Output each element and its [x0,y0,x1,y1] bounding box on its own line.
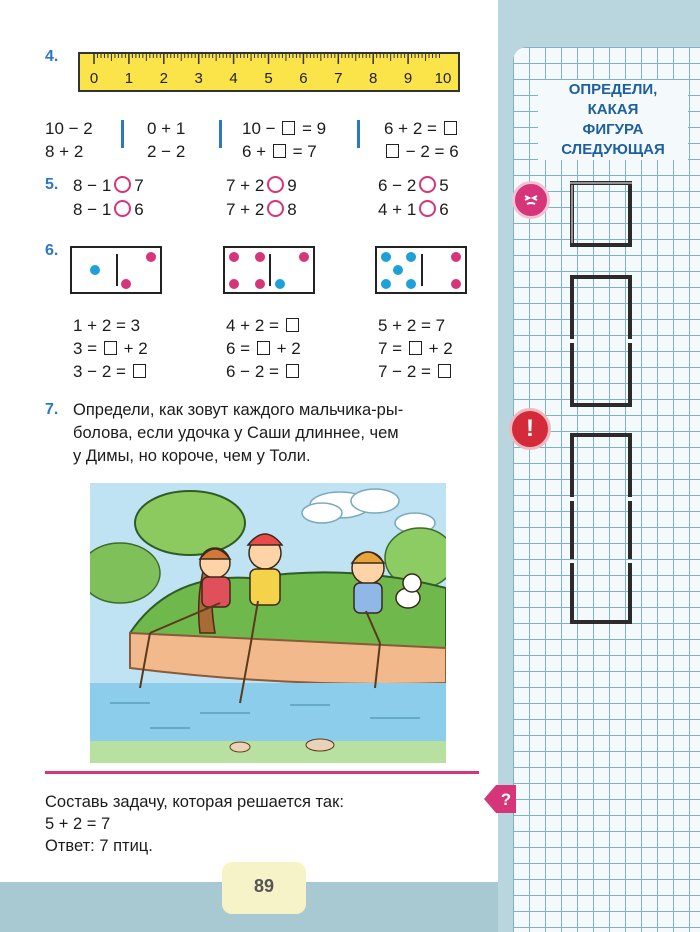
ruler-label: 6 [299,70,308,87]
comparison: 6 − 2 5 [378,176,449,195]
expression: 7 = + 2 [378,339,453,358]
sidebar-title-line: КАКАЯ [587,101,639,118]
expression: 6 − 2 = [226,360,301,383]
ruler-label: 7 [334,70,343,87]
dot [406,279,416,289]
bottom-task [45,791,344,857]
compare-circle[interactable] [267,176,284,193]
dot [90,265,100,275]
ruler-label: 3 [194,70,203,87]
thinking-face-icon [512,181,550,219]
separator [219,120,222,148]
comparison: 4 + 1 6 [378,200,449,219]
dot [451,279,461,289]
blank-box[interactable] [438,364,451,378]
dot [406,252,416,262]
blank-box[interactable] [286,318,299,332]
compare-circle[interactable] [114,176,131,193]
compare-circle[interactable] [267,200,284,217]
expression: 1 + 2 = 3 [73,316,141,335]
blank-box[interactable] [409,341,422,355]
sidebar-title [538,80,688,160]
sidebar-title-line: СЛЕДУЮЩАЯ [561,141,665,158]
task-6-number: 6. [45,242,59,259]
task6-col1 [73,314,148,383]
task4-col4 [384,117,459,163]
blank-box[interactable] [286,364,299,378]
expression: 2 − 2 [147,142,186,161]
blank-box[interactable] [386,144,399,158]
task4-col1 [45,117,93,163]
compare-circle[interactable] [419,200,436,217]
task5-col3 [378,174,449,222]
sidebar-title-line: ФИГУРА [582,121,644,138]
fishing-boys-illustration [90,483,446,763]
expression: − 2 = 6 [384,140,459,163]
ruler-label: 9 [403,70,413,87]
compare-circle[interactable] [114,200,131,217]
expression: 4 + 2 = [226,314,301,337]
dot [451,252,461,262]
task-4-number: 4. [45,48,59,65]
task-7-number: 7. [45,401,59,418]
expression: 6 + = 7 [242,142,317,161]
expression: 6 + 2 = [384,117,459,140]
dot [393,265,403,275]
ruler-label: 4 [229,70,238,87]
text-line: Определи, как зовут каждого мальчика-ры- [73,401,404,419]
task6-col3 [378,314,453,383]
section-divider [45,771,479,774]
expression: 6 = + 2 [226,339,301,358]
comparison: 7 + 2 9 [226,176,297,195]
dot [121,279,131,289]
comparison: 7 + 2 8 [226,200,297,219]
separator [121,120,124,148]
expression: 7 − 2 = [378,360,453,383]
ruler-label: 2 [159,70,168,87]
blank-box[interactable] [444,121,457,135]
expression: 10 − = 9 [242,119,327,138]
blank-box[interactable] [104,341,117,355]
ruler-label: 1 [124,70,134,87]
text-line: Ответ: 7 птиц. [45,837,153,855]
task7-text [73,399,403,468]
task5-col2 [226,174,297,222]
blank-box[interactable] [133,364,146,378]
ruler-label: 5 [264,70,273,87]
dot [381,252,391,262]
task5-col1 [73,174,144,222]
blank-box[interactable] [282,121,295,135]
task6-col2 [226,314,301,383]
dot [146,252,156,262]
text-line: Составь задачу, которая решается так: [45,793,344,811]
text-line: болова, если удочка у Саши длиннее, чем [73,424,399,442]
dot [255,252,265,262]
text-line: у Димы, но короче, чем у Толи. [73,447,311,465]
expression: 0 + 1 [147,119,186,138]
svg-text:?: ? [500,790,512,809]
domino-card [375,246,467,294]
dot [229,279,239,289]
expression: 3 = + 2 [73,339,148,358]
expression: 10 − 2 [45,119,93,138]
domino-card [223,246,315,294]
blank-box[interactable] [273,144,286,158]
compare-circle[interactable] [419,176,436,193]
domino-card [70,246,162,294]
blank-box[interactable] [257,341,270,355]
dot [229,252,239,262]
ruler-label: 0 [89,70,99,87]
ruler-label: 8 [369,70,378,87]
expression: 8 + 2 [45,142,84,161]
comparison: 8 − 1 6 [73,200,144,219]
dot [299,252,309,262]
ruler-ticks [78,52,460,92]
dot [381,279,391,289]
dot [255,279,265,289]
dot [275,279,285,289]
expression: 3 − 2 = [73,360,148,383]
comparison: 8 − 1 7 [73,176,144,195]
text-line: 5 + 2 = 7 [45,815,111,833]
sidebar-title-line: ОПРЕДЕЛИ, [568,81,658,98]
question-icon [482,782,518,816]
exclamation-icon: ! [509,408,551,450]
ruler-label: 10 [434,70,452,87]
separator [357,120,360,148]
task-5-number: 5. [45,176,59,193]
expression: 5 + 2 = 7 [378,316,446,335]
matchstick-figures [560,175,640,635]
task4-col2 [147,117,185,163]
page-number: 89 [222,862,306,914]
task4-col3 [242,117,326,163]
